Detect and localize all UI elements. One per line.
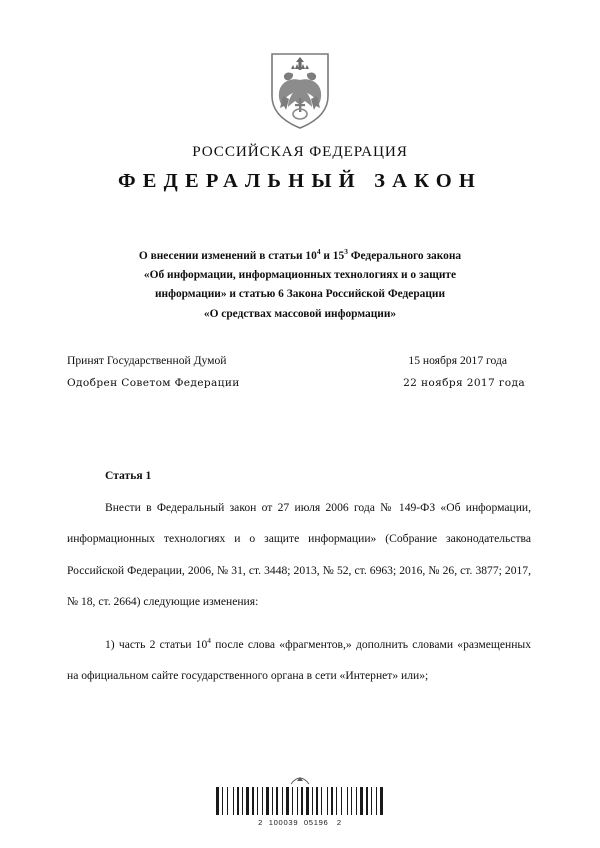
approved-by-council-date: 22 ноября 2017 года bbox=[403, 377, 525, 389]
title-line-4: «О средствах массовой информации» bbox=[203, 307, 397, 320]
passed-by-duma-label: Принят Государственной Думой bbox=[67, 354, 227, 367]
barcode-container bbox=[0, 776, 600, 827]
paragraph-item-1: 1) часть 2 статьи $10^4$ после слова «фрагментов,» дополнить словами «размещенных на официальном сайте государственного органа в сети «Интернет» или»; bbox=[67, 635, 531, 683]
paragraph-intro: Внести в Федеральный закон от 27 июля 2006 года № 149-ФЗ «Об информации, информационных технологиях и о защите информации» (Собрание законодательства Российской Федерации, 2006, № 31, ст. 3448; 2013, № 52, ст. 6963; 2016, № 26, ст. 3877; 2017, № 18, ст. 2664) следующие изменения: bbox=[67, 501, 531, 609]
emblem-container bbox=[0, 52, 600, 130]
barcode-ornament-icon bbox=[289, 776, 311, 786]
paragraph-superscript-10: 4 bbox=[207, 635, 211, 645]
title-line-2: «Об информации, информационных технологиях и о защите bbox=[143, 269, 457, 282]
document-title bbox=[78, 247, 522, 324]
paragraph-spacer bbox=[67, 618, 531, 629]
barcode-bars bbox=[216, 787, 384, 815]
approved-by-council-row bbox=[67, 377, 531, 389]
article-body bbox=[67, 492, 531, 691]
approved-by-council-label: Одобрен Советом Федерации bbox=[67, 377, 240, 389]
title-superscript-10: 4 bbox=[316, 247, 321, 257]
title-line-3: информации» и статью 6 Закона Российской Федерации bbox=[154, 288, 446, 301]
title-line-1: О внесении изменений в статьи $10^4$ и $15^3$ Федерального закона bbox=[138, 247, 462, 262]
title-superscript-15: 3 bbox=[344, 247, 348, 257]
passed-by-duma-row bbox=[67, 354, 531, 367]
coat-of-arms-icon bbox=[269, 52, 331, 130]
passed-by-duma-date: 15 ноября 2017 года bbox=[408, 354, 507, 367]
country-heading: РОССИЙСКАЯ ФЕДЕРАЦИЯ bbox=[192, 143, 408, 160]
barcode-digits: 2 100039 05196 2 bbox=[258, 818, 342, 827]
article-heading: Статья 1 bbox=[105, 469, 152, 482]
law-heading: ФЕДЕРАЛЬНЫЙ ЗАКОН bbox=[117, 170, 482, 192]
